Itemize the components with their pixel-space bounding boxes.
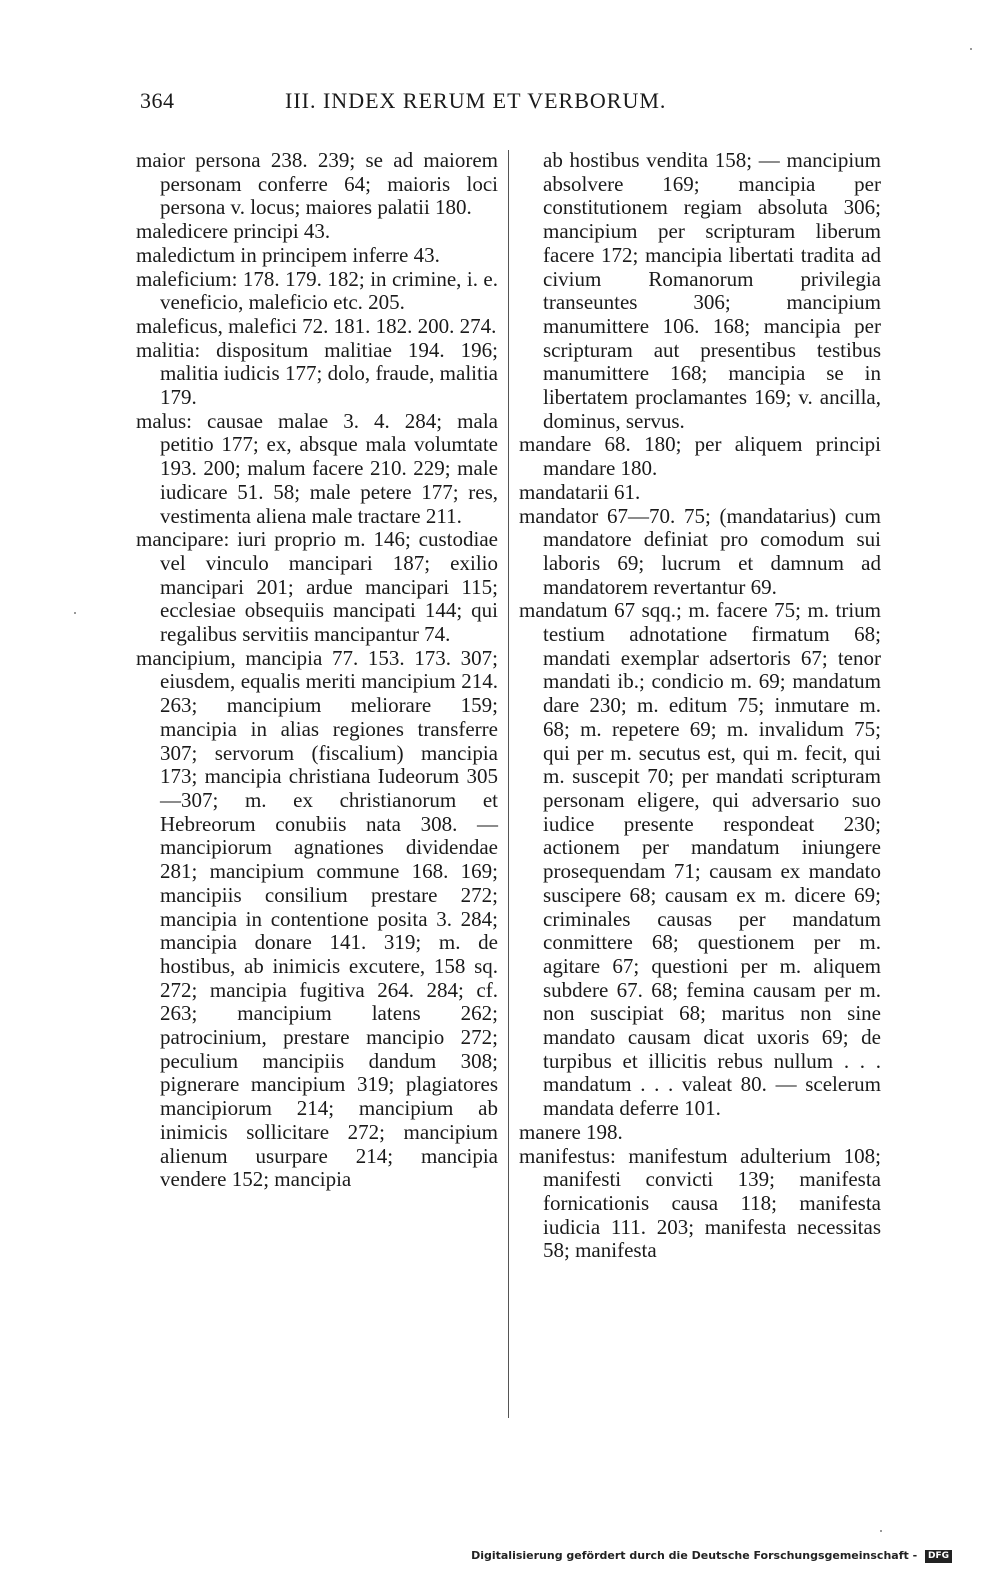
index-entry-maledicere: maledicere principi 43. — [136, 219, 331, 244]
digitization-note — [471, 1549, 952, 1563]
index-entry-malitia: malitia: dispositum malitiae 194. 196; malitia iudicis 177; dolo, fraude, malitia 179. — [136, 337, 498, 410]
column-divider — [508, 150, 509, 1418]
index-entry-mandatarii: mandatarii 61. — [519, 479, 641, 504]
index-entry-malus: malus: causae malae 3. 4. 284; mala petitio 177; ex, absque mala volumtate 193. 200; malum facere 210. 229; male iudicare 51. 58; male petere 177; res, vestimenta aliena male tractare 211. — [136, 408, 498, 528]
index-entry-mandator: mandator 67—70. 75; (mandatarius) cum mandatore definiat pro comodum sui laboris 69; lucrum et damnum ad mandatorem revertantur 69. — [519, 503, 881, 599]
index-entry-mandare: mandare 68. 180; per aliquem principi mandare 180. — [519, 432, 881, 481]
scan-speck — [970, 48, 972, 50]
dfg-logo: DFG — [925, 1550, 952, 1563]
scan-speck — [74, 612, 76, 614]
index-entry-mancipium-continued: ab hostibus vendita 158; — mancipium absolvere 169; mancipia per constitutionem regiam absoluta 306; mancipium per scripturam liberum facere 172; mancipia libertati tradita ad civium Romanorum privilegia transeuntes 306; mancipium manumittere 106. 168; mancipia per scripturam aut presentibus testibus manumittere 168; mancipia se in libertatem proclamantes 169; v. ancilla, dominus, servus. — [543, 148, 881, 433]
running-head — [140, 88, 880, 118]
index-entry-mancipare: mancipare: iuri proprio m. 146; custodiae vel vinculo mancipari 187; exilio mancipari 201; ardue mancipari 115; ecclesiae obsequiis mancipati 144; qui regalibus servitiis mancipantur 74. — [136, 527, 498, 647]
digitization-text: Digitalisierung gefördert durch die Deutsche Forschungsgemeinschaft - — [471, 1549, 918, 1562]
index-entry-manere: manere 198. — [519, 1119, 623, 1144]
index-entry-maleficium: maleficium: 178. 179. 182; in crimine, i. e. veneficio, maleficio etc. 205. — [136, 266, 498, 315]
index-entry-mandatum: mandatum 67 sqq.; m. facere 75; m. trium testium adnotatione firmatum 68; mandati exemplar adsertoris 67; tenor mandati ib.; condicio m. 69; mandatum dare 230; m. editum 75; inmutare m. 68; m. repetere 69; m. invalidum 75; qui per m. secutus est, qui m. fecit, qui m. suscepit 70; per mandati scripturam personam eligere, qui adversario suo iudice presente respondeat 230; actionem per mandatum iniungere prosequendam 71; causam ex mandato suscipere 68; causam ex m. dicere 69; criminales causas per mandatum conmittere 68; questionem per m. agitare 67; questioni per m. aliquem subdere 67. 68; femina causam per m. non suscipiat 68; maritus non sine mandato causam dicat uxoris 69; de turpibus et illicitis rebus nullum . . . mandatum . . . valeat 80. — scelerum mandata deferre 101. — [519, 598, 881, 1121]
index-entry-maior: maior persona 238. 239; se ad maiorem personam conferre 64; maioris loci persona v. locus; maiores palatii 180. — [136, 148, 498, 220]
index-entry-maledictum: maledictum in principem inferre 43. — [136, 242, 440, 267]
scan-speck — [880, 1530, 882, 1532]
right-column — [519, 149, 881, 1263]
index-entry-mancipium: mancipium, mancipia 77. 153. 173. 307; eiusdem, equalis meriti mancipium 214. 263; mancipium meliorare 159; mancipia in alias regiones transferre 307; servorum (fiscalium) mancipia 173; mancipia christiana Iudeorum 305—307; m. ex christianorum et Hebreorum conubiis nata 308. — mancipiorum agnationes dividendae 281; mancipium commune 168. 169; mancipiis consilium prestare 272; mancipia in contentione posita 3. 284; mancipia donare 141. 319; m. de hostibus, ab inimicis excutere, 158 sq. 272; mancipia fugitiva 264. 284; cf. 263; mancipium latens 262; patrocinium, prestare mancipio 272; peculium mancipiis dandum 308; pignerare mancipium 319; plagiatores mancipiorum 214; mancipium ab inimicis sollicitare 272; mancipium alienum usurpare 214; mancipia vendere 152; mancipia — [136, 645, 498, 1192]
page-title: III. INDEX RERUM ET VERBORUM. — [285, 88, 667, 113]
page-number: 364 — [140, 88, 175, 113]
index-entry-manifestus: manifestus: manifestum adulterium 108; manifesti convicti 139; manifesta fornicationis causa 118; manifesta iudicia 111. 203; manifesta necessitas 58; manifesta — [519, 1143, 881, 1263]
index-entry-maleficus: maleficus, malefici 72. 181. 182. 200. 274. — [136, 313, 497, 338]
left-column — [136, 149, 498, 1192]
